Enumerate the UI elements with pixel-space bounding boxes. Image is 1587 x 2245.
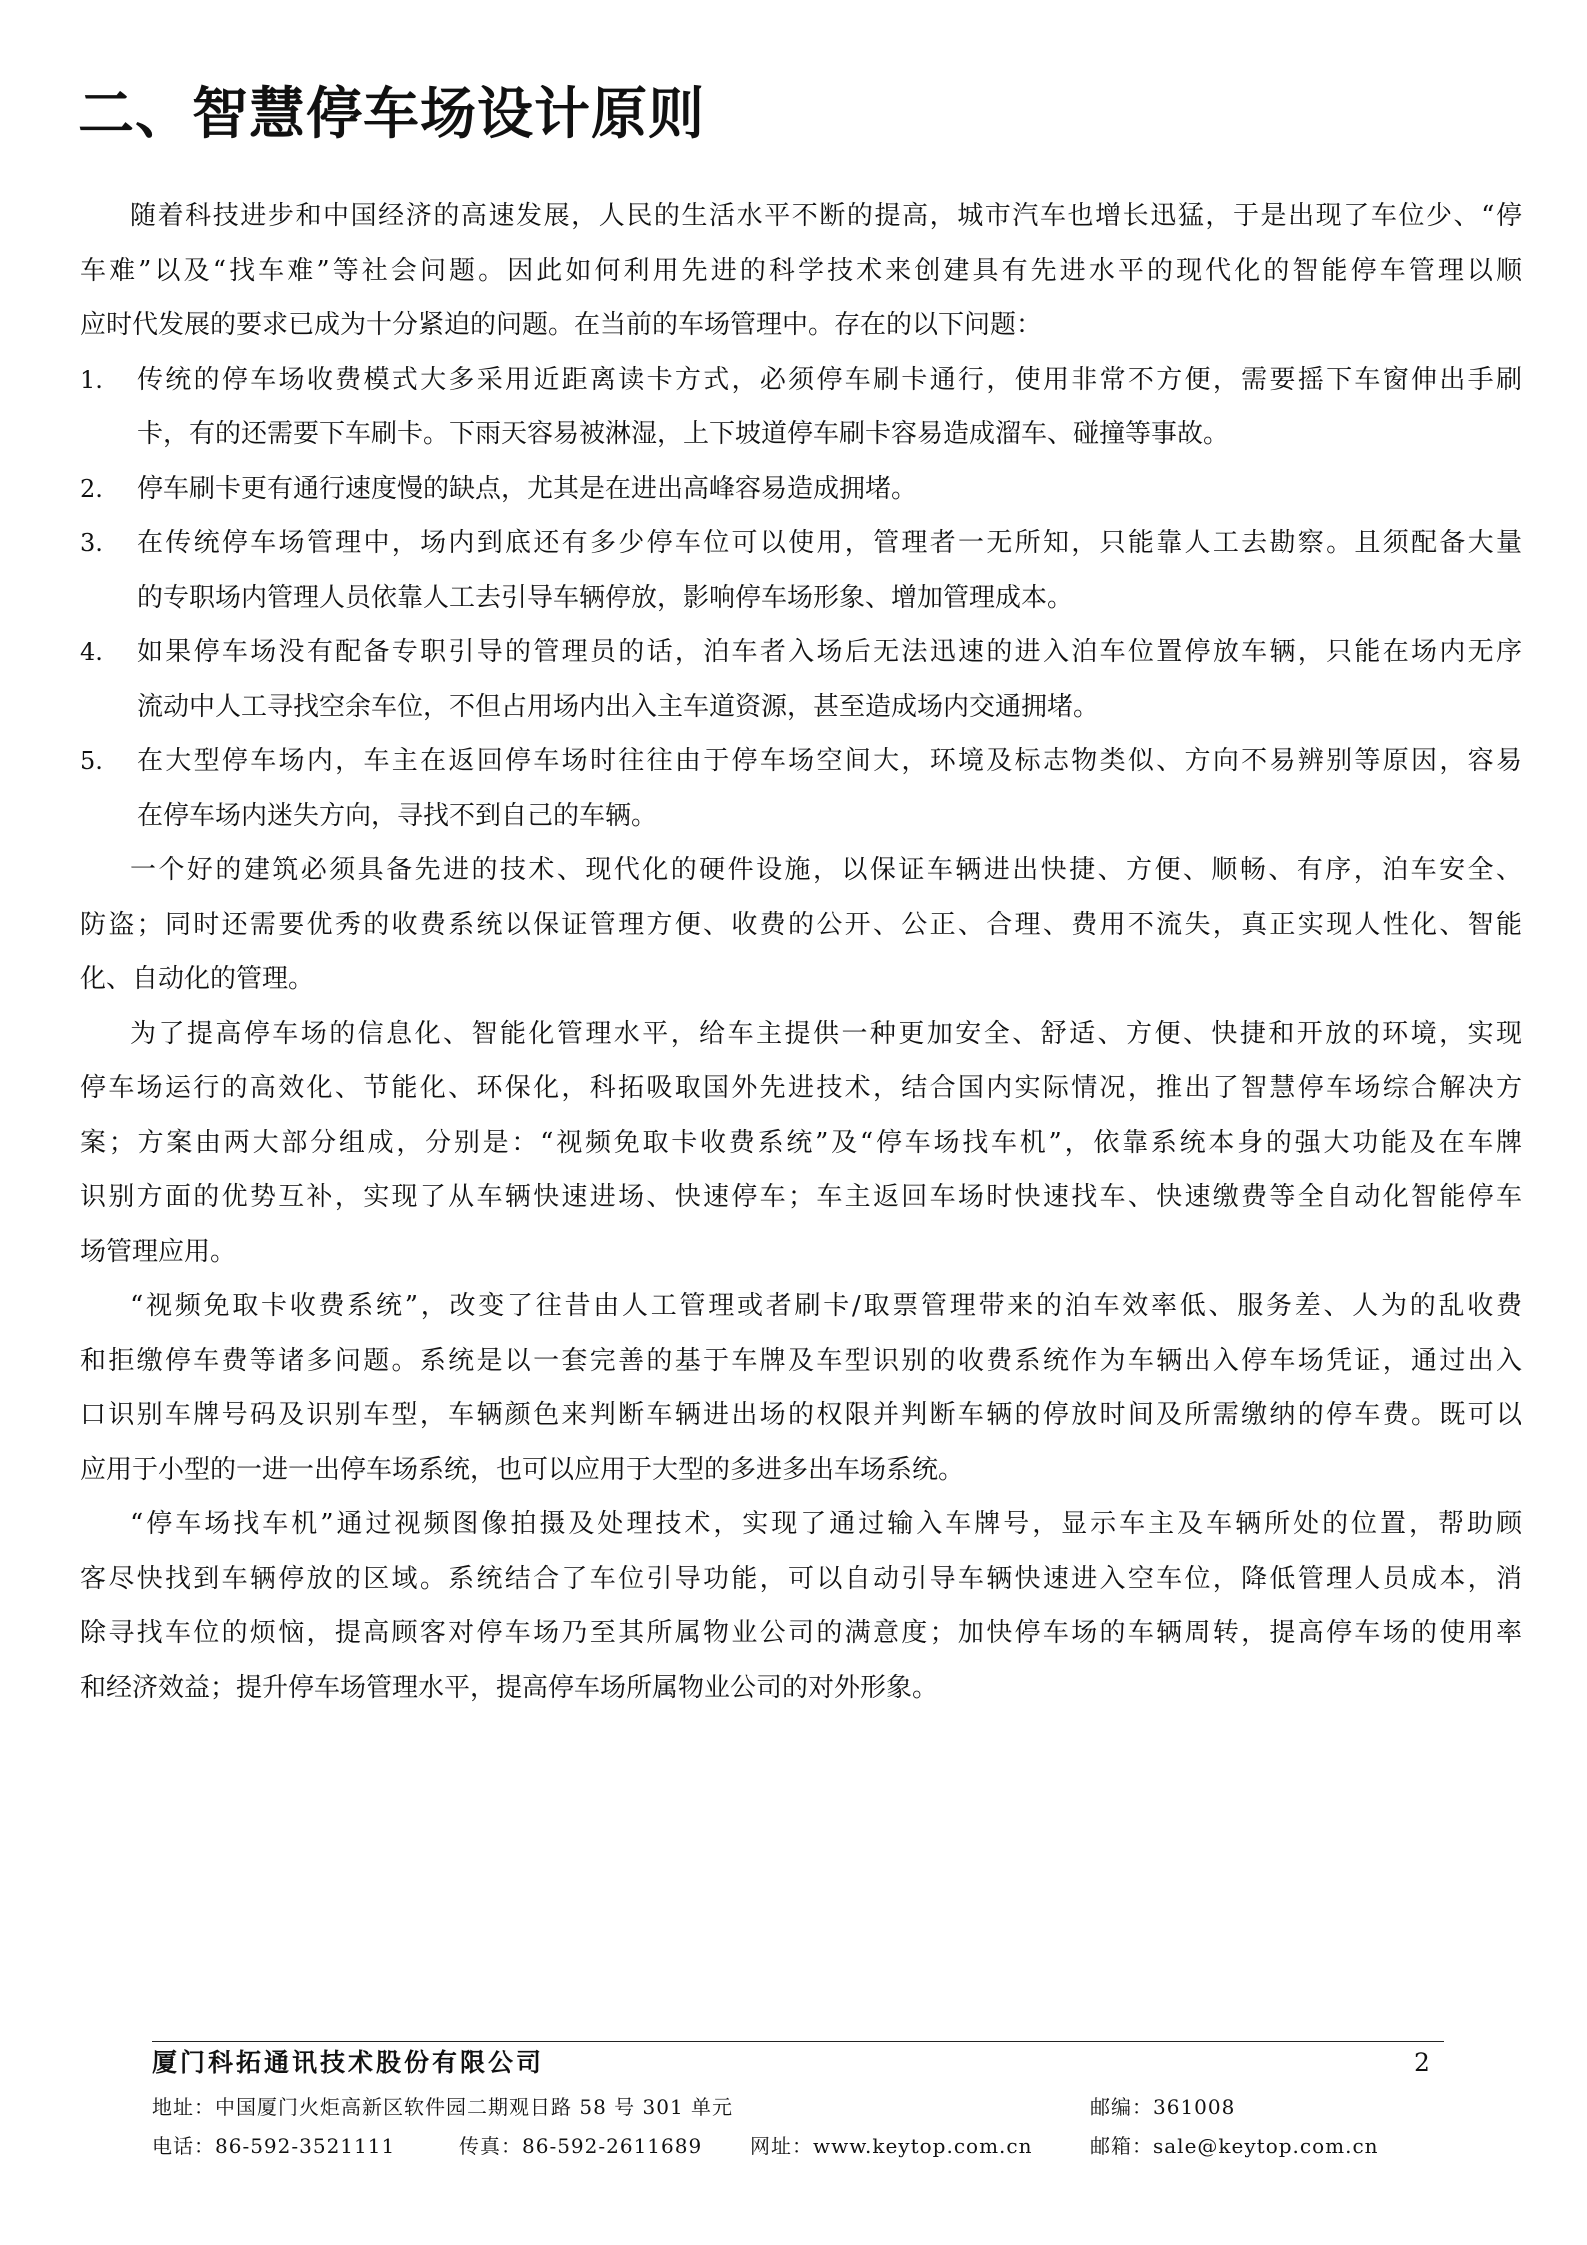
list-item: [80, 353, 1522, 462]
list-item: [80, 734, 1522, 843]
text-line: 应时代发展的要求已成为十分紧迫的问题。在当前的车场管理中。存在的以下问题：: [80, 310, 1043, 340]
text-line: 停车刷卡更有通行速度慢的缺点，尤其是在进出高峰容易造成拥堵。: [137, 473, 918, 504]
text-line: 识别方面的优势互补，实现了从车辆快速进场、快速停车；车主返回车场时快速找车、快速缴费等全自动化智能停车: [80, 1182, 1522, 1212]
text-line: 防盗；同时还需要优秀的收费系统以保证管理方便、收费的公开、公正、合理、费用不流失，真正实现人性化、智能: [80, 909, 1522, 940]
footer-divider: [152, 2041, 1444, 2042]
paragraph: [80, 1497, 1522, 1715]
text-line: 在传统停车场管理中，场内到底还有多少停车位可以使用，管理者一无所知，只能靠人工去勘察。且须配备大量: [137, 528, 1522, 558]
text-line: 的专职场内管理人员依靠人工去引导车辆停放，影响停车场形象、增加管理成本。: [137, 582, 1074, 613]
text-line: 案；方案由两大部分组成，分别是：“视频免取卡收费系统”及“停车场找车机”，依靠系统本身的强大功能及在车牌: [80, 1127, 1522, 1158]
text-line: 除寻找车位的烦恼，提高顾客对停车场乃至其所属物业公司的满意度；加快停车场的车辆周转，提高停车场的使用率: [80, 1618, 1522, 1648]
section-title: 二、智慧停车场设计原则: [78, 82, 705, 147]
text-line: 客尽快找到车辆停放的区域。系统结合了车位引导功能，可以自动引导车辆快速进入空车位，降低管理人员成本，消: [80, 1563, 1522, 1594]
list-item: [80, 516, 1522, 625]
text-line: 随着科技进步和中国经济的高速发展，人民的生活水平不断的提高，城市汽车也增长迅猛，于是出现了车位少、“停: [130, 201, 1522, 231]
list-item-number: 2.: [80, 474, 103, 503]
text-line: 化、自动化的管理。: [80, 964, 315, 994]
footer-address: 地址：中国厦门火炬高新区软件园二期观日路 58 号 301 单元: [152, 2095, 734, 2119]
text-line: “停车场找车机”通过视频图像拍摄及处理技术，实现了通过输入车牌号，显示车主及车辆所处的位置，帮助顾: [130, 1509, 1522, 1539]
list-item: [80, 625, 1522, 734]
footer-website[interactable]: 网址：www.keytop.com.cn: [750, 2134, 1033, 2158]
list-item-number: 5.: [80, 747, 103, 775]
paragraph: [80, 843, 1522, 1007]
text-line: 和经济效益；提升停车场管理水平，提高停车场所属物业公司的对外形象。: [80, 1672, 939, 1703]
list-item: [80, 462, 1522, 517]
text-line: 停车场运行的高效化、节能化、环保化，科拓吸取国外先进技术，结合国内实际情况，推出了智慧停车场综合解决方: [80, 1073, 1522, 1103]
text-line: 和拒缴停车费等诸多问题。系统是以一套完善的基于车牌及车型识别的收费系统作为车辆出入停车场凭证，通过出入: [80, 1345, 1522, 1376]
text-line: “视频免取卡收费系统”，改变了往昔由人工管理或者刷卡/取票管理带来的泊车效率低、服务差、人为的乱收费: [130, 1291, 1522, 1321]
text-line: 在停车场内迷失方向，寻找不到自己的车辆。: [137, 800, 658, 831]
paragraph: [80, 1279, 1522, 1497]
text-line: 传统的停车场收费模式大多采用近距离读卡方式，必须停车刷卡通行，使用非常不方便，需要摇下车窗伸出手刷: [137, 364, 1522, 395]
text-line: 为了提高停车场的信息化、智能化管理水平，给车主提供一种更加安全、舒适、方便、快捷和开放的环境，实现: [130, 1018, 1522, 1049]
text-line: 应用于小型的一进一出停车场系统，也可以应用于大型的多进多出车场系统。: [80, 1454, 965, 1485]
footer-company-name: 厦门科拓通讯技术股份有限公司: [152, 2048, 545, 2077]
footer-phone: 电话：86-592-3521111: [152, 2134, 396, 2158]
footer-email[interactable]: 邮箱：sale@keytop.com.cn: [1090, 2134, 1379, 2158]
paragraph: [80, 1007, 1522, 1280]
text-line: 场管理应用。: [80, 1236, 237, 1267]
footer-zip: 邮编：361008: [1090, 2095, 1236, 2119]
page-number: 2: [1414, 2048, 1430, 2077]
paragraph: [80, 189, 1522, 353]
text-line: 车难”以及“找车难”等社会问题。因此如何利用先进的科学技术来创建具有先进水平的现代化的智能停车管理以顺: [80, 255, 1522, 286]
list-item-number: 4.: [80, 638, 103, 666]
text-line: 流动中人工寻找空余车位，不但占用场内出入主车道资源，甚至造成场内交通拥堵。: [137, 691, 1100, 722]
text-line: 在大型停车场内，车主在返回停车场时往往由于停车场空间大，环境及标志物类似、方向不易辨别等原因，容易: [137, 746, 1522, 776]
text-line: 卡，有的还需要下车刷卡。下雨天容易被淋湿，上下坡道停车刷卡容易造成溜车、碰撞等事故。: [137, 419, 1230, 449]
list-item-number: 1.: [80, 365, 103, 394]
text-line: 如果停车场没有配备专职引导的管理员的话，泊车者入场后无法迅速的进入泊车位置停放车辆，只能在场内无序: [137, 637, 1522, 667]
text-line: 一个好的建筑必须具备先进的技术、现代化的硬件设施，以保证车辆进出快捷、方便、顺畅、有序，泊车安全、: [130, 855, 1522, 885]
footer-fax: 传真：86-592-2611689: [459, 2134, 703, 2158]
text-line: 口识别车牌号码及识别车型，车辆颜色来判断车辆进出场的权限并判断车辆的停放时间及所需缴纳的停车费。既可以: [80, 1400, 1522, 1430]
list-item-number: 3.: [80, 529, 103, 557]
body-text: [80, 189, 1522, 1715]
